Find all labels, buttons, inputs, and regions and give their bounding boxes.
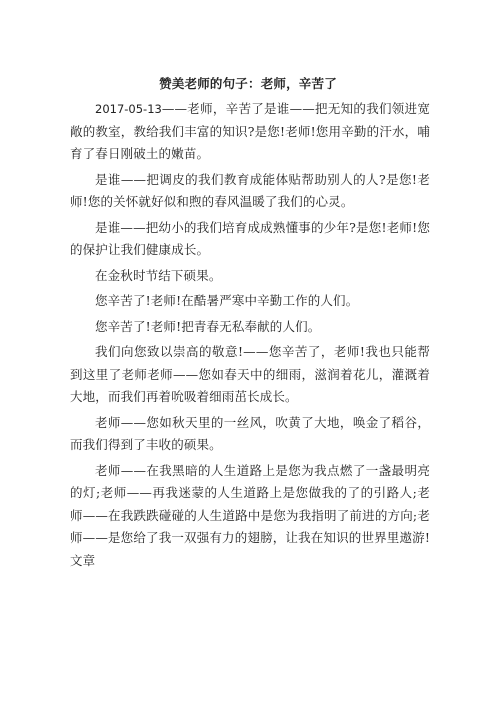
paragraph-6: 您辛苦了!老师!把青春无私奉献的人们。 xyxy=(95,318,321,334)
paragraph-2: 是谁——把调皮的我们教育成能体贴帮助别人的人?是您!老师!您的关怀就好似和煦的春风温暖了我们的心灵。 xyxy=(70,171,430,209)
paragraph-1-text: ——老师，辛苦了是谁——把无知的我们领进宽敞的教室，教给我们丰富的知识?是您!老师!您用辛勤的汗水，哺育了春日刚破土的嫩苗。 xyxy=(70,101,430,161)
paragraph-3: 是谁——把幼小的我们培育成成熟懂事的少年?是您!老师!您的保护让我们健康成长。 xyxy=(70,219,430,257)
paragraph-9: 老师——在我黑暗的人生道路上是您为我点燃了一盏最明亮的灯;老师——再我迷蒙的人生道路上是您做我的了的引路人;老师——在我跌跌碰碰的人生道路中是您为我指明了前进的方向;老师——是您给了我一双强有力的翅膀，让我在知识的世界里遨游!文章 xyxy=(70,462,430,568)
document-title: 赞美老师的句子：老师，辛苦了 xyxy=(159,76,337,91)
paragraph-7: 我们向您致以崇高的敬意!——您辛苦了，老师!我也只能帮到这里了老师老师——您如春天中的细雨，滋润着花儿，灌溉着大地，而我们再着吮吸着细雨茁长成长。 xyxy=(70,344,430,404)
paragraph-1 xyxy=(70,98,430,166)
document-date: 2017-05-13 xyxy=(95,102,162,116)
paragraph-5: 您辛苦了!老师!在酷暑严寒中辛勤工作的人们。 xyxy=(95,293,359,308)
paragraph-8: 老师——您如秋天里的一丝风，吹黄了大地，唤金了稻谷，而我们得到了丰收的硕果。 xyxy=(70,414,430,452)
paragraph-4: 在金秋时节结下硕果。 xyxy=(95,267,222,283)
document-body xyxy=(70,98,430,575)
